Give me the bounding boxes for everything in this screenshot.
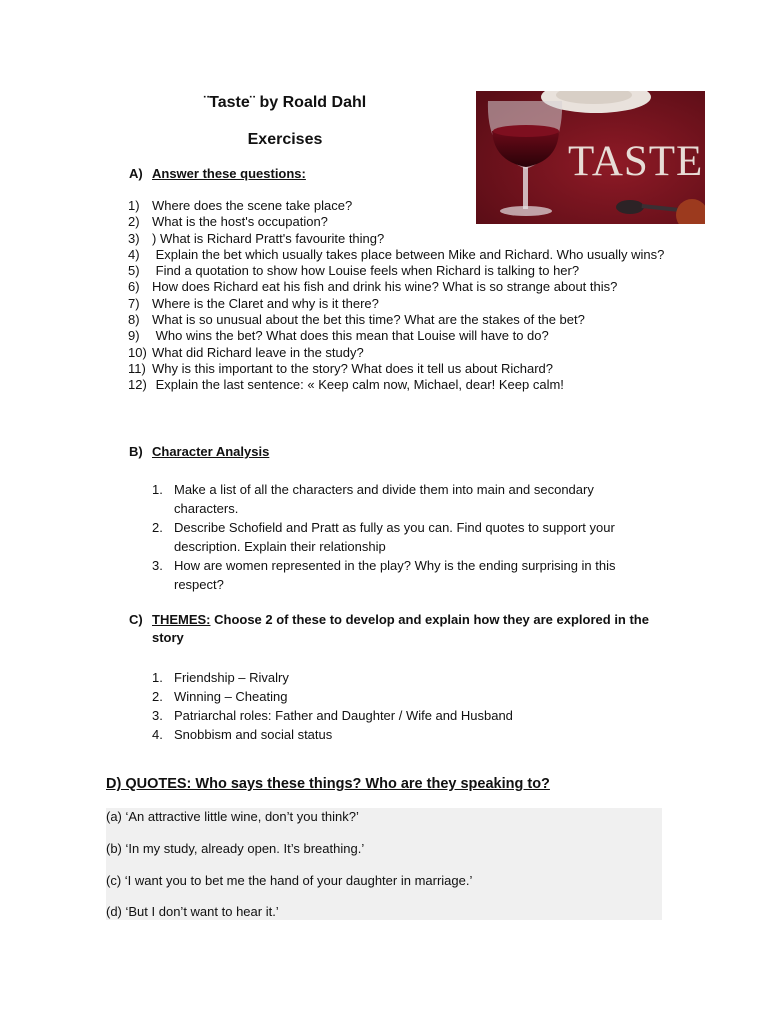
question-item: 4) Explain the bet which usually takes place between Mike and Richard. Who usually wins? (128, 246, 665, 262)
section-a-question-list (128, 198, 668, 394)
section-d-heading: D) QUOTES: Who says these things? Who are they speaking to? (106, 776, 550, 792)
section-c-instructions: Choose 2 of these to develop and explain how they are explored in the story (152, 612, 653, 645)
quote-a: (a) ‘An attractive little wine, don’t you think?’ (106, 809, 359, 824)
document-subtitle: Exercises (247, 131, 323, 148)
list-item: 1. Friendship – Rivalry (152, 670, 289, 685)
list-item: 4. Snobbism and social status (152, 727, 333, 742)
section-c-heading (129, 611, 689, 651)
section-b-list (152, 480, 652, 594)
question-item: 11) Why is this important to the story? What does it tell us about Richard? (128, 360, 554, 376)
section-a-title: Answer these questions: (152, 166, 306, 181)
section-b-title: Character Analysis (152, 444, 270, 459)
section-b-heading (129, 443, 689, 461)
section-a-letter: A) (129, 166, 143, 181)
question-item: 7) Where is the Claret and why is it there? (128, 295, 379, 311)
section-a-heading (129, 165, 689, 183)
taste-image-label: TASTE (568, 138, 704, 185)
list-item: 2. Winning – Cheating (152, 689, 288, 704)
list-item: 3. Patriarchal roles: Father and Daughter / Wife and Husband (152, 708, 513, 723)
question-item: 9) Who wins the bet? What does this mean that Louise will have to do? (128, 328, 549, 344)
quote-d: (d) ‘But I don’t want to hear it.’ (106, 904, 279, 919)
question-item: 8) What is so unusual about the bet this time? What are the stakes of the bet? (128, 312, 585, 328)
section-c-list (152, 668, 652, 744)
quotes-panel (106, 808, 662, 920)
quote-b: (b) ‘In my study, already open. It’s breathing.’ (106, 841, 365, 856)
list-item: 2. Describe Schofield and Pratt as fully as you can. Find quotes to support your description. Explain their relationship (152, 520, 615, 554)
question-item: 10) What did Richard leave in the study? (128, 344, 364, 360)
list-item: 3. How are women represented in the play? Why is the ending surprising in this respect? (152, 558, 616, 592)
question-item: 12) Explain the last sentence: « Keep calm now, Michael, dear! Keep calm! (128, 377, 564, 393)
question-item: 2) What is the host's occupation? (128, 214, 328, 230)
question-item: 6) How does Richard eat his fish and drink his wine? What is so strange about this? (128, 279, 618, 295)
question-item: 5) Find a quotation to show how Louise feels when Richard is talking to her? (128, 263, 580, 279)
section-b-letter: B) (129, 444, 143, 459)
section-c-title: THEMES: (152, 612, 211, 627)
question-item: 1) Where does the scene take place? (128, 198, 353, 213)
section-c-letter: C) (129, 612, 143, 627)
document-title: ¨Taste¨ by Roald Dahl (203, 94, 367, 111)
question-item: 3) ) What is Richard Pratt's favourite thing? (128, 230, 385, 246)
quote-c: (c) ‘I want you to bet me the hand of your daughter in marriage.’ (106, 873, 473, 888)
list-item: 1. Make a list of all the characters and divide them into main and secondary characters. (152, 482, 594, 516)
